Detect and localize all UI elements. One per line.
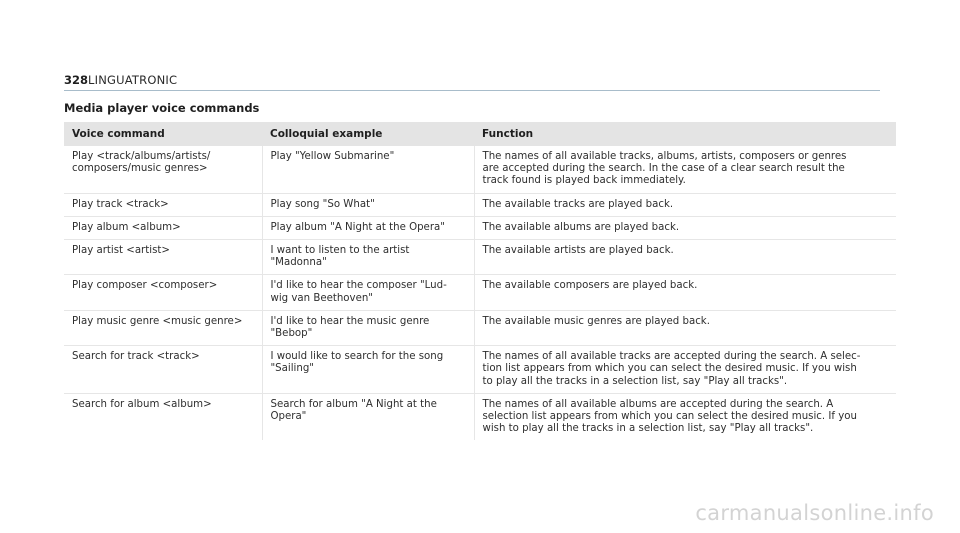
- voice-command-cell: Play album <album>: [64, 216, 262, 239]
- column-header-function: Function: [474, 122, 896, 146]
- voice-command-cell: Search for album <album>: [72, 398, 212, 410]
- table-header-row: [64, 122, 896, 146]
- function-cell: The names of all available tracks are accepted during the search. A selec- tion list appears from which you can select the desired music. If you wish to play all the tracks in a selection list, say "Play all tracks".: [474, 346, 896, 394]
- table-row: [64, 275, 896, 310]
- voice-command-cell: Play track <track>: [64, 193, 262, 216]
- function-cell: The available music genres are played back.: [474, 310, 896, 345]
- colloquial-example-cell: Play album "A Night at the Opera": [262, 216, 474, 239]
- function-cell: The names of all available tracks, albums, artists, composers or genres are accepted during the search. In the case of a clear search result the track found is played back immediately.: [474, 146, 896, 193]
- page-number: 328: [64, 73, 89, 87]
- colloquial-example-cell: I'd like to hear the composer "Lud- wig van Beethoven": [262, 275, 474, 310]
- function-cell: The available composers are played back.: [474, 275, 896, 310]
- function-cell: The names of all available albums are accepted during the search. A selection list appears from which you can select the desired music. If you wish to play all the tracks in a selection list, say "Play all tracks".: [474, 393, 896, 440]
- colloquial-example-cell: Search for album "A Night at the Opera": [262, 393, 474, 440]
- table-row: [64, 240, 896, 275]
- section-title: Media player voice commands: [64, 101, 260, 115]
- function-cell: The available tracks are played back.: [474, 193, 896, 216]
- colloquial-example-cell: I'd like to hear the music genre "Bebop": [262, 310, 474, 345]
- table-row: [64, 193, 896, 216]
- column-header-voice-command: Voice command: [64, 122, 262, 146]
- function-cell: The available albums are played back.: [474, 216, 896, 239]
- voice-command-cell: Play music genre <music genre>: [64, 310, 262, 345]
- table-row: [64, 146, 896, 193]
- voice-commands-table: [64, 122, 896, 440]
- page-header: [64, 72, 880, 91]
- voice-command-cell: Search for track <track>: [64, 346, 262, 394]
- colloquial-example-cell: Play song "So What": [262, 193, 474, 216]
- colloquial-example-cell: Play "Yellow Submarine": [262, 146, 474, 193]
- voice-command-cell: Play artist <artist>: [64, 240, 262, 275]
- colloquial-example-cell: I want to listen to the artist "Madonna": [262, 240, 474, 275]
- colloquial-example-cell: I would like to search for the song "Sailing": [262, 346, 474, 394]
- voice-command-cell: Play <track/albums/artists/ composers/music genres>: [64, 146, 262, 193]
- voice-command-cell: Play composer <composer>: [64, 275, 262, 310]
- watermark: carmanualsonline.info: [695, 501, 934, 525]
- column-header-colloquial-example: Colloquial example: [262, 122, 474, 146]
- table-row: [64, 310, 896, 345]
- table-row: [64, 216, 896, 239]
- function-cell: The available artists are played back.: [474, 240, 896, 275]
- table-row: [64, 346, 896, 394]
- chapter-title: LINGUATRONIC: [88, 73, 178, 87]
- table-row: [64, 393, 896, 440]
